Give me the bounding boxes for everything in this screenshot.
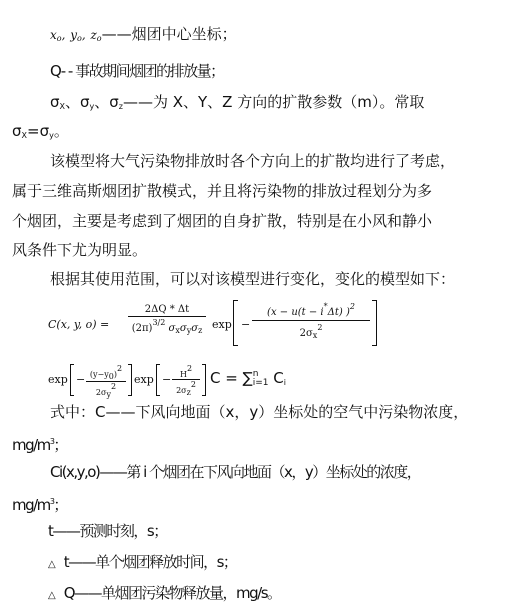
sigma: =σ: [27, 122, 50, 140]
sub-x: x: [175, 326, 180, 335]
fraction-numerator: [172, 364, 200, 379]
sub-z: z: [186, 388, 191, 397]
sigma: σ: [50, 93, 60, 111]
fraction-denominator: [86, 382, 126, 399]
pow: 2: [190, 380, 196, 389]
exp-label: exp: [134, 373, 154, 386]
comma: ,: [81, 28, 86, 42]
fraction-y: [86, 364, 126, 399]
sigma: σ: [12, 122, 22, 140]
pow: 2: [317, 323, 323, 332]
sub-y: y: [106, 390, 111, 399]
bracket-right: [128, 364, 132, 396]
sigma: 、σ: [65, 93, 90, 111]
where-c-definition: 式中：C——下风向地面（x，y）坐标处的空气中污染物浓度，: [50, 403, 469, 421]
sub-i: i: [283, 378, 286, 387]
sub-0: 0: [108, 372, 114, 381]
den-part: 2σ: [299, 328, 313, 339]
exp-label: exp: [212, 318, 232, 331]
comma: ,: [61, 28, 66, 42]
sub-x: X: [59, 102, 65, 111]
unit: mg/m: [12, 496, 50, 514]
num-part: ): [113, 370, 117, 379]
fraction-numerator: [86, 364, 126, 381]
fraction-exp: [252, 302, 370, 340]
exp-label: exp: [48, 373, 68, 386]
sigma: σ: [179, 323, 187, 334]
sub-y: y: [186, 326, 192, 335]
var-x: x: [50, 28, 57, 42]
sub-z: z: [198, 326, 203, 335]
formula-lhs: C(x, y, o) =: [48, 318, 110, 331]
where-ci-definition: [50, 462, 420, 482]
semicolon: ；: [53, 436, 67, 454]
bracket-left: [156, 364, 160, 396]
coord-definition: [50, 24, 237, 49]
dq-text: Q——单烟团污染物释放量，mg/s。: [63, 584, 281, 602]
unit-exp: 3: [49, 437, 54, 446]
num-part: (x − u(t − i: [267, 307, 324, 318]
sigma-definition: [50, 92, 424, 117]
fraction-h: [172, 364, 200, 397]
paragraph-line: 风条件下尤为明显。: [12, 241, 148, 259]
paragraph-line: 该模型将大气污染物排放时各个方向上的扩散均进行了考虑，: [50, 152, 456, 170]
fraction-numerator: [252, 302, 370, 318]
num-part: H: [179, 370, 187, 379]
where-t-definition: t——预测时刻，s；: [48, 522, 167, 540]
period: 。: [53, 122, 69, 140]
sub-x: x: [312, 331, 318, 340]
sum-bottom: i=1: [252, 377, 269, 388]
star: *: [323, 302, 328, 311]
minus-sign: −: [162, 373, 172, 386]
sigma: σ: [168, 323, 176, 334]
sub-y: y: [49, 131, 54, 140]
unit-line: [12, 492, 67, 515]
fraction-bar: [252, 320, 370, 321]
q-definition: Q- - 事故期间烟团的排放量；: [50, 62, 224, 80]
den-exp: 3/2: [152, 318, 166, 327]
sigma-text: ——为 X、Y、Z 方向的扩散参数（m）。常取: [122, 93, 425, 111]
fraction-bar: [128, 316, 206, 317]
coord-text: ——烟团中心坐标；: [101, 25, 237, 43]
sum-limits: [253, 370, 269, 388]
sub-y: y: [89, 102, 95, 111]
unit-exp: 3: [49, 497, 54, 506]
dt-text: t——单个烟团释放时间，s；: [63, 553, 237, 571]
sum-c: C: [273, 369, 284, 387]
formula-puff-concentration: [48, 300, 355, 350]
pow: 2: [111, 382, 117, 391]
where-dt-definition: [48, 552, 236, 575]
delta-icon: △: [48, 590, 56, 601]
fraction-main: [128, 304, 206, 335]
den-part: 2σ: [176, 386, 187, 395]
sum-top: n: [252, 368, 259, 379]
sum-formula: [210, 369, 286, 388]
num-part: (y−y: [89, 370, 109, 379]
bracket-right: [372, 300, 377, 346]
bracket-left: [233, 300, 238, 346]
ci-text: Ci(x,y,o)——第 i 个烟团在下风向地面（x，y）坐标处的浓度，: [50, 463, 421, 481]
den-part: (2π): [131, 323, 153, 334]
sigma-equality: [12, 121, 69, 146]
fraction-denominator: [252, 323, 370, 340]
num-part: Δt) ): [327, 307, 350, 318]
minus-sign: −: [76, 373, 86, 386]
sub-o: o: [56, 34, 62, 43]
semicolon: ；: [53, 496, 67, 514]
pow: 2: [186, 364, 193, 373]
minus-sign: −: [241, 318, 251, 331]
fraction-numerator: 2ΔQ * Δt: [144, 304, 190, 315]
paragraph-line: 根据其使用范围，可以对该模型进行变化，变化的模型如下：: [50, 270, 456, 288]
paragraph-line: 个烟团，主要是考虑到了烟团的自身扩散，特别是在小风和静小: [12, 212, 433, 230]
sub-z: z: [118, 102, 123, 111]
bracket-left: [70, 364, 74, 396]
sigma: 、σ: [94, 93, 119, 111]
unit: mg/m: [12, 436, 50, 454]
den-part: 2σ: [95, 388, 107, 397]
sum-lhs: C = ∑: [210, 369, 253, 387]
pow: 2: [349, 302, 355, 311]
paragraph-line: 属于三维高斯烟团扩散模式，并且将污染物的排放过程划分为多: [12, 182, 433, 200]
pow: 2: [117, 364, 123, 373]
fraction-denominator: [128, 318, 206, 335]
delta-icon: △: [48, 559, 56, 570]
bracket-right: [202, 364, 206, 396]
sub-o: o: [77, 34, 82, 43]
formula-exp-sum: [48, 364, 348, 398]
sigma: σ: [191, 323, 199, 334]
sub-x: X: [21, 131, 27, 140]
unit-line: [12, 432, 67, 455]
var-y: y: [70, 28, 77, 42]
where-dq-definition: [48, 583, 281, 606]
var-z: z: [90, 28, 97, 42]
fraction-denominator: [172, 380, 200, 397]
sub-o: o: [96, 34, 102, 43]
